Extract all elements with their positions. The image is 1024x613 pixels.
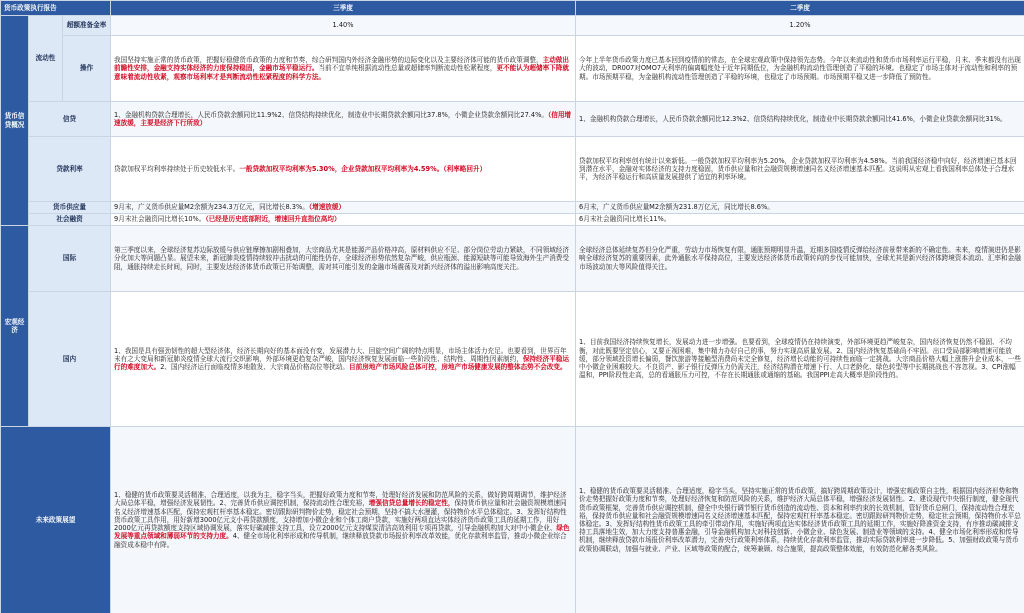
outlook-q3: [111, 427, 576, 613]
domestic-q2: [576, 292, 1024, 427]
body-text: 我国坚持实施正常的货币政策，把握好稳健货币政策的力度和节奏，综合研判国内外经济金融形势的边际变化以及主要经济体可能的货币政策调整，: [114, 56, 543, 65]
excess-reserve-q2: 1.20%: [576, 16, 1024, 36]
body-text: 1、稳健的货币政策要灵活精准、合理适度，以我为主，稳字当头，把握好政策力度和节奏，处理好经济发展和防范风险的关系，做好跨周期调节，维护经济大局总体平稳，增强经济发展韧性。: [114, 491, 567, 508]
credit-section-label: 货币信贷概况: [1, 16, 29, 226]
body-text: 1、金融机构贷款合理增长，人民币贷款余额同比12.3%: [579, 114, 743, 123]
body-text: 1、我国是具有强劲韧性的超大型经济体，经济长期向好的基本面没有变，发展潜力大、回旋空间广阔的特点明显，市场主体活力充足。也要看到，世界百年未有之大变局和新冠肺炎疫情全球大流行交织影响，外部环境更趋复杂严峻，国内经济恢复发展面临一些阶段性、结构性、周期性因素制约，: [114, 346, 567, 363]
body-text: 2、国内经济运行面临疫情多地散发、大宗商品价格高位等扰动。: [160, 363, 350, 372]
domestic-label: 国内: [29, 292, 111, 427]
loan-rate-label: 贷款利率: [29, 137, 111, 202]
body-text: 全球经济总体延续复苏但分化严重，劳动力市场恢复有限，通胀预期明显升温，近期多国疫情反弹给经济前景带来新的不确定性。未来，疫情演进仍是影响全球经济复苏的重要因素，此外通胀水平保持高位，主要发达经济体货币政策转向的步伐可能加快，全球尤其是新兴经济体跨境资本流动、汇率和金融市场波动加大等风险值得关注。: [579, 246, 1021, 271]
body-text: 1、稳健的货币政策要灵活精准、合理适度，稳字当头，坚持实施正常的货币政策，搞好跨周期政策设计，增强宏观政策自主性，根据国内经济形势和物价走势把握好政策力度和节奏，处理好经济恢复和防范风险的关系，维护经济大局总体平稳，增强经济发展韧性。: [579, 487, 1019, 504]
body-text: 4、健全市场化利率形成和传导机制，继续释放贷款市场报价利率改革效能，优化存款利率监管，推动小微企业综合融资成本稳中有降。: [114, 532, 567, 549]
operation-q3: [111, 36, 576, 102]
body-text: 6月末，广义货币供应量M2余额为231.8万亿元，同比增长8.6%。: [579, 203, 774, 212]
body-text: 今年以来流动性和货币市场利率运行平稳，月末、季末都没有出现大的波动，DR007对OMO7天利率的偏离幅度处于近年同期低位，为金融机构流动性管理创造了平稳的环境。也稳定了市场主体对于流动性和利率的预期。市场预期平稳，为金融机构流动性管理创造了平稳的环境，也稳定了市场预期。市场预期平稳又进一步降低了预防性。: [579, 56, 1021, 81]
header-q3: 三季度: [111, 1, 576, 16]
body-text: 4、健全市场化利率形成和传导机制，继续释放贷款市场报价利率改革潜力，完善央行政策利率体系，持续优化存款利率监管，推动实际贷款利率进一步降低。: [579, 528, 1019, 545]
body-text: 第三季度以来，全球经济复苏边际放缓与供应链摩擦加剧相叠加，大宗商品尤其是能源产品价格冲高，原材料供应不足、部分岗位劳动力紧缺，不同领域经济分化加大等问题凸显。展望未来，新冠肺炎疫情持续较冲击扰动的可能性仍存，全球经济形势依然复杂严峻，供应瓶颈、能源短缺等可能导致海外生产消费受阻，通胀持续走长时间，同时，主要发达经济体货币政策已开始调整，需对其可能引发的金融市场震荡及对新兴经济体的溢出影响高度关注。: [114, 246, 569, 271]
operation-q2: [576, 36, 1024, 102]
money-supply-label: 货币供应量: [29, 202, 111, 214]
body-text: 9月末，广义货币供应量M2余额为234.3万亿元，同比增长8.3%。: [114, 203, 309, 212]
highlight-text: 保持经济平稳运行的难度加大。: [114, 354, 569, 372]
body-text: 2、信贷结构持续优化，制造业中长期贷款余额同比41.6%，小微企业贷款余额同比31%。: [742, 114, 1007, 123]
credit-label: 信贷: [29, 102, 111, 137]
body-text: 2、建设现代中央银行制度，健全现代货币政策框架，完善货币供应调控机制，健全中央银行调节银行货币创造的流动性、资本和利率约束的长效机制，管好货币总闸门，保持流动性合理充裕，保持货币供应量和社会融资规模增速同名义经济增速基本匹配，保持宏观杠杆率基本稳定。密切跟踪研判物价走势，稳定社会预期，保持物价水平总体稳定。: [579, 495, 1021, 528]
body-text: 当前我国经济稳中向好，经济增速已基本回到潜在水平，金融对实体经济的支持力度稳固，货币供应量和社会融资规模增速同名义经济增速基本匹配。这说明从宏观上看我国利率总体处于合理水平，为经济平稳运行和高质量发展提供了适宜的利率环境。: [579, 156, 1017, 182]
body-text: 3、发挥好结构性货币政策工具的牵引带动作用，实施好两项直达实体经济货币政策工具的延期工作，实施好降准资金支持，有序推动碳减排支持工具落地生效，加大力度支持普惠金融，引导金融机构加大对科技创新、小微企业、绿色发展、制造业等领域的支持。: [579, 520, 1019, 537]
body-text: 9月末社会融资同比增长10%。: [114, 215, 206, 224]
highlight-text: （信用增速放缓，主要是经济下行所致）: [114, 110, 572, 127]
liquidity-label: 流动性: [29, 16, 63, 102]
highlight-text: 绿色发展等重点领域和薄弱环节的支持力度。: [114, 524, 570, 541]
highlight-text: 一般贷款加权平均利率为5.30%，企业贷款加权平均利率为4.59%。（利率略回升）: [239, 164, 487, 173]
social-financing-q2: [576, 214, 1024, 226]
outlook-q2: [576, 427, 1024, 613]
body-text: 2、完善货币供应调控机制，保持流动性合理充裕，: [219, 499, 369, 508]
body-text: 5、加强财政政策与货币政策协调联动，加强与就业、产业、区域等政策的配合，统筹兼顾、综合施策，提高政策整体效能，有效防范化解各类风险。: [579, 536, 1019, 553]
operation-label: 操作: [63, 36, 111, 102]
money-supply-q3: [111, 202, 576, 214]
domestic-q3: [111, 292, 576, 427]
highlight-text: 增强信贷总量增长的稳定性，: [368, 499, 455, 508]
highlight-text: 主动做出前瞻性安排，金融支持实体经济的力度保持稳固，金融市场平稳运行。: [114, 56, 569, 73]
body-text: 当前不宜单纯根据流动性总量或超储率判断流动性松紧程度，: [318, 64, 497, 73]
body-text: 贷款加权平均利率持续处于历史较低水平。: [114, 164, 240, 173]
body-text: 3、CPI涨幅温和，PPI阶段性走高，总的看通胀压力可控，不存在长期通胀或通缩的基础。我国PPI走高大概率是阶段性的。: [579, 363, 1016, 380]
international-label: 国际: [29, 226, 111, 292]
body-text: 保持货币供应量和社会融资规模增速同名义经济增速基本匹配，保持宏观杠杆率基本稳定。密切跟踪研判物价走势，稳定社会预期，坚持不搞大水漫灌，保持物价水平总体稳定。: [114, 499, 567, 516]
header-q2: 二季度: [576, 1, 1024, 16]
loan-rate-q2: [576, 137, 1024, 202]
social-financing-q3: [111, 214, 576, 226]
macro-section-label: 宏观经济: [1, 226, 29, 427]
excess-reserve-q3: 1.40%: [111, 16, 576, 36]
international-q3: [111, 226, 576, 292]
body-text: 1、金融机构贷款合理增长，人民币贷款余额同比11.9%: [114, 110, 278, 119]
money-supply-q2: [576, 202, 1024, 214]
credit-q2: [576, 102, 1024, 137]
highlight-text: （增速放缓）: [308, 203, 346, 212]
international-q2: [576, 226, 1024, 292]
body-text: 2、信贷结构持续优化，制造业中长期贷款余额同比37.8%，小微企业贷款余额同比27.4%。: [277, 110, 548, 119]
body-text: 今年上半年货币政策力度已基本回到疫情前的常态，在全球宏观政策中保持领先态势。: [579, 56, 830, 65]
highlight-text: 更不能认为超储率下降就意味着流动性收紧，观察市场利率才是判断流动性松紧程度的科学方法。: [114, 64, 569, 81]
excess-reserve-label: 超额准备金率: [63, 16, 111, 36]
body-text: 3、发挥好结构性货币政策工具作用，用好新增3000亿元支小再贷款额度，支持增加小微企业和个体工商户贷款，实施好两项直达实体经济货币政策工具的延期工作，用好2000亿元再贷款额度支持区域协调发展，落实好碳减排支持工具，设立2000亿元支持煤炭清洁高效利用专项再贷款，引导金融机构加大对中小微企业、: [114, 507, 567, 533]
highlight-text: （已经是历史底部附近，增速回升直指位高均）: [205, 215, 341, 224]
loan-rate-q3: [111, 137, 576, 202]
credit-q3: [111, 102, 576, 137]
outlook-label: 未来政策展望: [1, 427, 111, 613]
body-text: 1、目前我国经济持续恢复增长，发展动力进一步增强。也要看到，全球疫情仍在持续演变，外部环境更趋严峻复杂，国内经济恢复仍然不稳固、不均衡，对此既要坚定信心，又要正视困难，集中精力办好自己的事，努力实现高质量发展。: [579, 338, 1012, 355]
body-text: 6月末社会融资同比增长11%。: [579, 215, 671, 224]
highlight-text: 目前房地产市场风险总体可控，房地产市场健康发展的整体态势不会改变。: [349, 363, 567, 372]
body-text: 贷款加权平均利率创有统计以来新低。一般贷款加权平均利率为5.20%，企业贷款加权平均利率为4.58%。: [579, 156, 892, 165]
report-title: 货币政策执行报告: [1, 1, 111, 16]
body-text: 2、国内经济恢复基础尚不牢固。出口受局部影响增速可能放缓，部分领域投资增长偏弱，餐饮旅游等接触型消费尚未完全修复，经济增长动能的可持续性面临一定挑战。大宗商品价格大幅上涨推升企业成本，一些中小微企业困难较大。不良资产、影子银行反弹压力仍需关注，经济结构潜在增速下行、人口老龄化、绿色转型等中长期挑战也不容忽视。: [579, 346, 1021, 372]
social-financing-label: 社会融资: [29, 214, 111, 226]
